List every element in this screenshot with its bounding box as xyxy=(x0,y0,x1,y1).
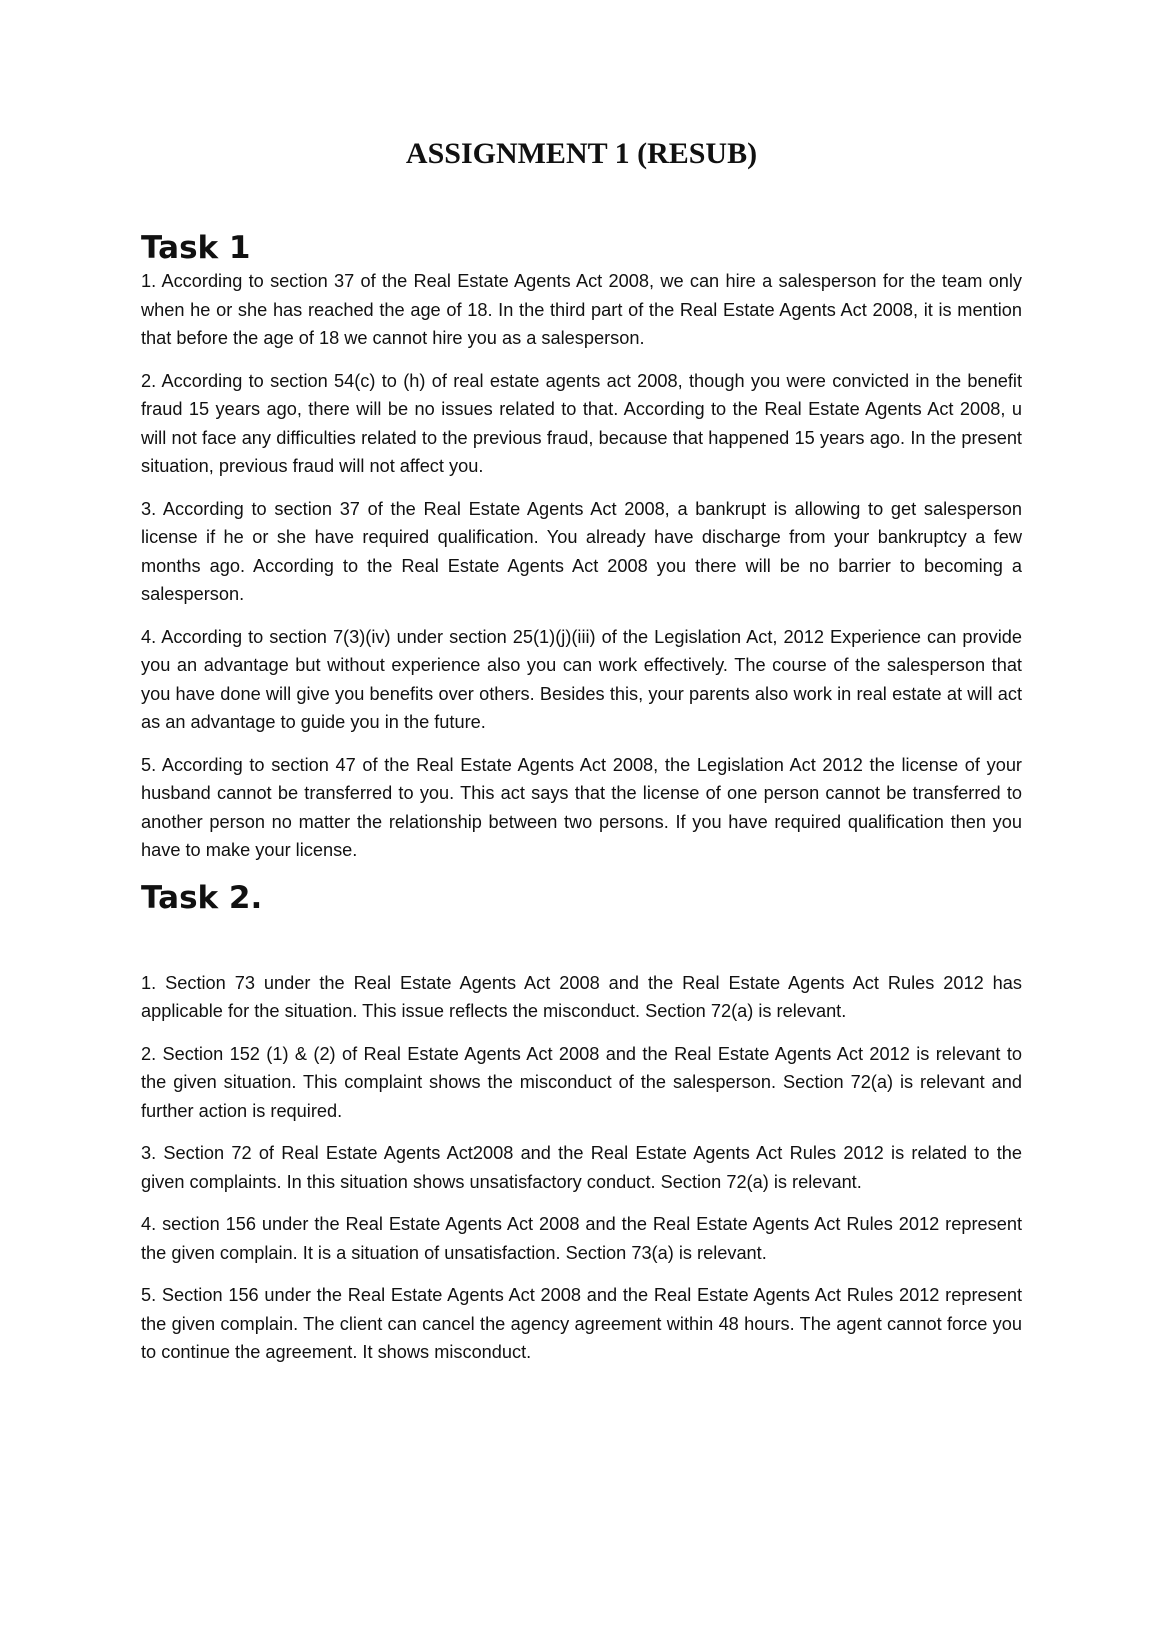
task-1-heading: Task 1 xyxy=(141,230,251,266)
document-body xyxy=(141,137,1022,1381)
task-2-answer-4: 4. section 156 under the Real Estate Agents Act 2008 and the Real Estate Agents Act Rules 2012 represent the given complain. It is a situation of unsatisfaction. Section 73(a) is relevant. xyxy=(141,1214,1022,1263)
task-2-answer-3: 3. Section 72 of Real Estate Agents Act2008 and the Real Estate Agents Act Rules 2012 is related to the given complaints. In this situation shows unsatisfactory conduct. Section 72(a) is relevant. xyxy=(141,1143,1022,1192)
task-1-answer-4: 4. According to section 7(3)(iv) under section 25(1)(j)(iii) of the Legislation Act, 2012 Experience can provide you an advantage but without experience also you can work effectively. The course of the salesperson that you have done will give you benefits over others. Besides this, your parents also work in real estate at will act as an advantage to guide you in the future. xyxy=(141,626,1022,732)
document-title: ASSIGNMENT 1 (RESUB) xyxy=(405,137,758,170)
task-1-answer-2: 2. According to section 54(c) to (h) of real estate agents act 2008, though you were convicted in the benefit fraud 15 years ago, there will be no issues related to that. According to the Real Estate Agents Act 2008, u will not face any difficulties related to the previous fraud, because that happened 15 years ago. In the present situation, previous fraud will not affect you. xyxy=(141,370,1022,476)
task-1-answer-3: 3. According to section 37 of the Real Estate Agents Act 2008, a bankrupt is allowing to get salesperson license if he or she have required qualification. You already have discharge from your bankruptcy a few months ago. According to the Real Estate Agents Act 2008 you there will be no barrier to becoming a salesperson. xyxy=(141,498,1022,604)
task-2-answer-5: 5. Section 156 under the Real Estate Agents Act 2008 and the Real Estate Agents Act Rules 2012 represent the given complain. The client can cancel the agency agreement within 48 hours. The agent cannot force you to continue the agreement. It shows misconduct. xyxy=(141,1285,1022,1362)
task-1-answer-5: 5. According to section 47 of the Real Estate Agents Act 2008, the Legislation Act 2012 the license of your husband cannot be transferred to you. This act says that the license of one person cannot be transferred to another person no matter the relationship between two persons. If you have required qualification then you have to make your license. xyxy=(141,754,1022,860)
task-2-answer-2: 2. Section 152 (1) & (2) of Real Estate Agents Act 2008 and the Real Estate Agents Act 2012 is relevant to the given situation. This complaint shows the misconduct of the salesperson. Section 72(a) is relevant and further action is required. xyxy=(141,1043,1022,1121)
task-2-answer-1: 1. Section 73 under the Real Estate Agents Act 2008 and the Real Estate Agents Act Rules 2012 has applicable for the situation. This issue reflects the misconduct. Section 72(a) is relevant. xyxy=(141,972,1022,1021)
task-2-heading: Task 2. xyxy=(141,879,263,916)
task-1-answer-1: 1. According to section 37 of the Real Estate Agents Act 2008, we can hire a salesperson for the team only when he or she has reached the age of 18. In the third part of the Real Estate Agents Act 2008, it is mention that before the age of 18 we cannot hire you as a salesperson. xyxy=(141,271,1022,348)
